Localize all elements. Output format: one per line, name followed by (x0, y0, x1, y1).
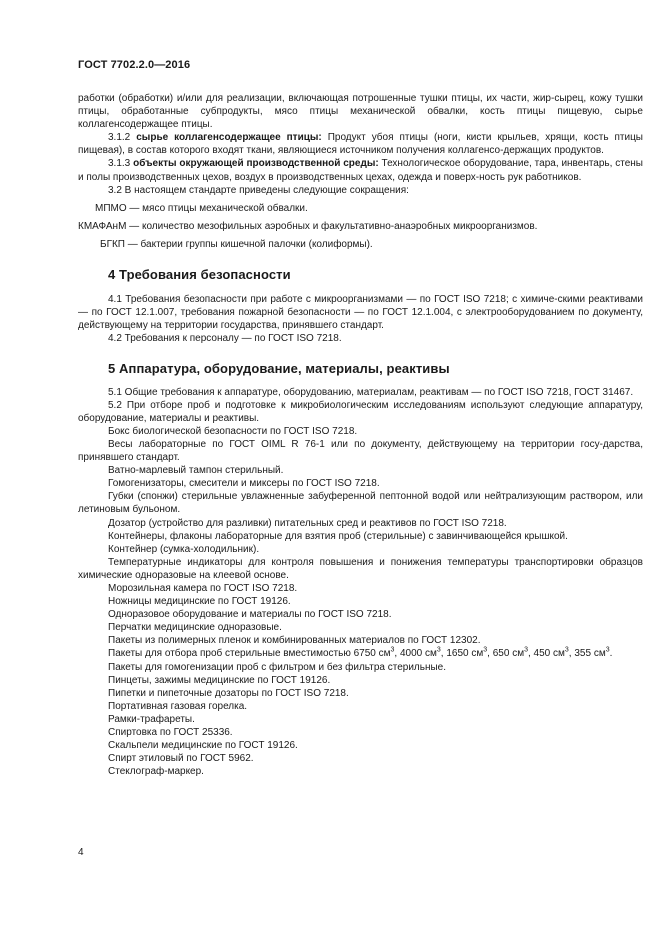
equipment-item: Стеклограф-маркер. (108, 766, 204, 778)
definition-text: Продукт убоя птицы (ноги, кисти крыльев, хрящи, кость птицы пищевая), в состав которого входят ткани, являющиеся источником получения коллагенсо-держащих продуктов. (78, 132, 643, 157)
abbreviation-bgkp: БГКП — бактерии группы кишечной палочки (колиформы). (100, 238, 373, 250)
equipment-item: Пипетки и пипеточные дозаторы по ГОСТ ISO 7218. (108, 687, 349, 699)
equipment-item: Дозатор (устройство для разливки) питательных сред и реактивов по ГОСТ ISO 7218. (108, 517, 507, 529)
bags-text: , 1650 см (440, 648, 484, 660)
equipment-item: Температурные индикаторы для контроля повышения и понижения температуры транспортировки образцов химические одноразовые на клеевой основе. (78, 556, 643, 581)
section-5-1: 5.1 Общие требования к аппаратуре, оборудованию, материалам, реактивам — по ГОСТ ISO 7218, ГОСТ 31467. (108, 386, 634, 398)
superscript: 3 (436, 647, 441, 655)
definition-3-1-2 (78, 131, 643, 157)
bags-text: , 650 см (487, 648, 525, 660)
equipment-item: Ножницы медицинские по ГОСТ 19126. (108, 596, 291, 608)
section-4-heading: 4 Требования безопасности (108, 267, 291, 283)
definition-term: сырье коллагенсодержащее птицы: (136, 132, 322, 144)
document-header: ГОСТ 7702.2.0—2016 (78, 59, 191, 71)
equipment-item: Перчатки медицинские одноразовые. (108, 622, 282, 634)
page-number: 4 (78, 847, 84, 858)
equipment-item: Пакеты из полимерных пленок и комбинированных материалов по ГОСТ 12302. (108, 635, 481, 647)
superscript: 3 (605, 647, 610, 655)
equipment-item-sample-bags (78, 647, 643, 660)
equipment-item: Контейнеры, флаконы лабораторные для взятия проб (стерильные) с завинчивающейся крышкой. (108, 530, 568, 542)
equipment-item: Весы лабораторные по ГОСТ OIML R 76-1 или по документу, действующему на территории госу-дарства, принявшего стандарт. (78, 438, 643, 464)
equipment-item: Губки (спонжи) стерильные увлажненные забуференной пептонной водой или нейтрализующим раствором, или летиновым бульоном. (78, 491, 643, 516)
equipment-item: Пакеты для гомогенизации проб с фильтром и без фильтра стерильные. (108, 661, 446, 673)
superscript: 3 (483, 647, 488, 655)
definition-number: 3.1.2 (108, 132, 131, 144)
equipment-item: Портативная газовая горелка. (108, 700, 248, 712)
equipment-item: Ватно-марлевый тампон стерильный. (108, 465, 284, 477)
bags-text: Пакеты для отбора проб стерильные вместимостью 6750 см (108, 648, 391, 660)
superscript: 3 (524, 647, 528, 655)
bags-text: , 4000 см (394, 648, 437, 660)
equipment-item: Морозильная камера по ГОСТ ISO 7218. (108, 583, 298, 594)
equipment-item: Спиртовка по ГОСТ 25336. (108, 727, 233, 739)
bags-text: , 355 см (568, 648, 606, 660)
abbreviation-mpmo: МПМО — мясо птицы механической обвалки. (95, 202, 308, 214)
equipment-item: Рамки-трафареты. (108, 713, 195, 725)
superscript: 3 (390, 647, 395, 655)
equipment-item: Контейнер (сумка-холодильник). (108, 543, 260, 555)
equipment-item: Бокс биологической безопасности по ГОСТ ISO 7218. (108, 425, 358, 437)
equipment-item: Пинцеты, зажимы медицинские по ГОСТ 19126. (108, 674, 331, 686)
section-5-2: 5.2 При отборе проб и подготовке к микробиологическим исследованиям используют следующие аппаратуру, оборудование, материалы и реактивы. (78, 399, 643, 424)
abbreviations-intro: 3.2 В настоящем стандарте приведены следующие сокращения: (108, 184, 409, 196)
definition-3-1-3 (78, 157, 643, 183)
bags-text: , 450 см (527, 648, 565, 660)
equipment-item: Спирт этиловый по ГОСТ 5962. (108, 753, 254, 765)
equipment-item: Гомогенизаторы, смесители и миксеры по ГОСТ ISO 7218. (108, 478, 380, 490)
definition-number: 3.1.3 (108, 158, 131, 170)
equipment-item: Скальпели медицинские по ГОСТ 19126. (108, 740, 298, 752)
section-4-2: 4.2 Требования к персоналу — по ГОСТ ISO 7218. (108, 333, 342, 345)
bags-text: . (609, 648, 613, 660)
superscript: 3 (564, 647, 569, 655)
section-4-1: 4.1 Требования безопасности при работе с микроорганизмами — по ГОСТ ISO 7218; с химиче-скими реактивами — по ГОСТ 12.1.007, требования пожарной безопасности — по ГОСТ 12.1.004, с электрооборудованием по документу, действующему на территории государства, принявшего стандарт. (78, 294, 643, 332)
definition-text: Технологическое оборудование, тара, инвентарь, стены и полы производственных цехов, воздух в производственных цехах, одежда и поверх-ность рук работников. (78, 158, 643, 183)
document-body (78, 92, 643, 778)
intro-paragraph: работки (обработки) и/или для реализации, включающая потрошенные тушки птицы, их части, жир-сырец, кожу тушки птицы, обработанные субпродукты, мясо птицы механической обвалки, кость птицы пищевую, сырье коллагенсодержащее птицы. (78, 93, 643, 131)
definition-term: объекты окружающей производственной среды: (133, 158, 379, 170)
abbreviation-kmafanm: КМАФАнМ — количество мезофильных аэробных и факультативно-анаэробных микроорганизмов. (78, 220, 538, 232)
equipment-item: Одноразовое оборудование и материалы по ГОСТ ISO 7218. (108, 609, 392, 621)
section-5-heading: 5 Аппаратура, оборудование, материалы, реактивы (108, 360, 450, 376)
